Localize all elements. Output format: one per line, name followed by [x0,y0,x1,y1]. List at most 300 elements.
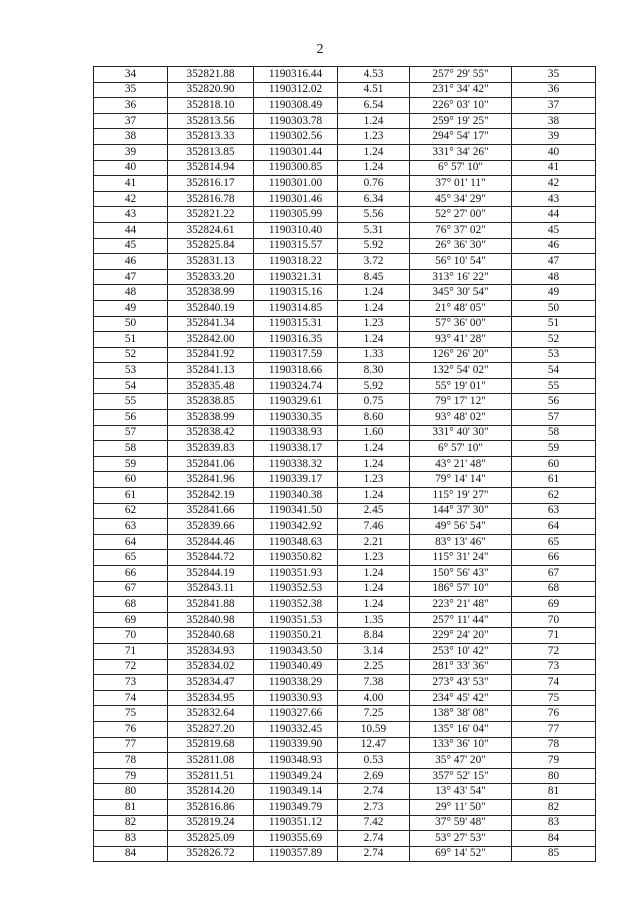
y-coordinate-cell: 1190338.29 [254,675,338,691]
next-point-cell: 48 [512,269,596,285]
next-point-cell: 71 [512,628,596,644]
next-point-cell: 49 [512,285,596,301]
bearing-cell: 13° 43' 54" [410,784,512,800]
x-coordinate-cell: 352840.19 [168,300,254,316]
x-coordinate-cell: 352821.22 [168,207,254,223]
point-number-cell: 69 [94,612,168,628]
bearing-cell: 56° 10' 54" [410,254,512,270]
table-row [94,675,596,691]
table-row [94,316,596,332]
y-coordinate-cell: 1190300.85 [254,160,338,176]
table-row [94,269,596,285]
x-coordinate-cell: 352842.19 [168,488,254,504]
next-point-cell: 78 [512,737,596,753]
bearing-cell: 53° 27' 53" [410,831,512,847]
next-point-cell: 35 [512,67,596,83]
bearing-cell: 6° 57' 10" [410,160,512,176]
distance-cell: 2.74 [338,846,410,862]
y-coordinate-cell: 1190317.59 [254,347,338,363]
coordinates-table-body [94,67,596,862]
distance-cell: 4.51 [338,82,410,98]
y-coordinate-cell: 1190301.46 [254,191,338,207]
bearing-cell: 83° 13' 46" [410,534,512,550]
point-number-cell: 83 [94,831,168,847]
x-coordinate-cell: 352841.92 [168,347,254,363]
y-coordinate-cell: 1190341.50 [254,503,338,519]
x-coordinate-cell: 352821.88 [168,67,254,83]
next-point-cell: 80 [512,768,596,784]
distance-cell: 2.21 [338,534,410,550]
y-coordinate-cell: 1190329.61 [254,394,338,410]
distance-cell: 5.56 [338,207,410,223]
distance-cell: 10.59 [338,721,410,737]
bearing-cell: 6° 57' 10" [410,441,512,457]
table-row [94,456,596,472]
bearing-cell: 259° 19' 25" [410,113,512,129]
next-point-cell: 47 [512,254,596,270]
x-coordinate-cell: 352840.68 [168,628,254,644]
point-number-cell: 53 [94,363,168,379]
next-point-cell: 54 [512,363,596,379]
point-number-cell: 38 [94,129,168,145]
y-coordinate-cell: 1190316.44 [254,67,338,83]
next-point-cell: 40 [512,144,596,160]
x-coordinate-cell: 352835.48 [168,378,254,394]
distance-cell: 0.76 [338,176,410,192]
next-point-cell: 44 [512,207,596,223]
next-point-cell: 81 [512,784,596,800]
table-row [94,550,596,566]
bearing-cell: 186° 57' 10" [410,581,512,597]
table-row [94,363,596,379]
bearing-cell: 345° 30' 54" [410,285,512,301]
bearing-cell: 126° 26' 20" [410,347,512,363]
table-row [94,534,596,550]
next-point-cell: 58 [512,425,596,441]
bearing-cell: 133° 36' 10" [410,737,512,753]
point-number-cell: 43 [94,207,168,223]
y-coordinate-cell: 1190314.85 [254,300,338,316]
table-row [94,113,596,129]
x-coordinate-cell: 352813.85 [168,144,254,160]
point-number-cell: 77 [94,737,168,753]
distance-cell: 2.25 [338,659,410,675]
next-point-cell: 59 [512,441,596,457]
point-number-cell: 65 [94,550,168,566]
y-coordinate-cell: 1190342.92 [254,519,338,535]
table-row [94,472,596,488]
point-number-cell: 84 [94,846,168,862]
table-row [94,690,596,706]
table-row [94,612,596,628]
x-coordinate-cell: 352816.17 [168,176,254,192]
point-number-cell: 36 [94,98,168,114]
next-point-cell: 82 [512,799,596,815]
table-row [94,597,596,613]
distance-cell: 1.24 [338,566,410,582]
bearing-cell: 331° 34' 26" [410,144,512,160]
x-coordinate-cell: 352844.72 [168,550,254,566]
y-coordinate-cell: 1190348.63 [254,534,338,550]
table-row [94,753,596,769]
next-point-cell: 37 [512,98,596,114]
y-coordinate-cell: 1190318.22 [254,254,338,270]
next-point-cell: 53 [512,347,596,363]
bearing-cell: 49° 56' 54" [410,519,512,535]
point-number-cell: 48 [94,285,168,301]
next-point-cell: 64 [512,519,596,535]
y-coordinate-cell: 1190351.53 [254,612,338,628]
x-coordinate-cell: 352834.93 [168,643,254,659]
x-coordinate-cell: 352834.47 [168,675,254,691]
bearing-cell: 132° 54' 02" [410,363,512,379]
x-coordinate-cell: 352838.99 [168,410,254,426]
distance-cell: 5.92 [338,238,410,254]
x-coordinate-cell: 352826.72 [168,846,254,862]
bearing-cell: 115° 19' 27" [410,488,512,504]
distance-cell: 7.42 [338,815,410,831]
y-coordinate-cell: 1190302.56 [254,129,338,145]
distance-cell: 1.23 [338,550,410,566]
bearing-cell: 43° 21' 48" [410,456,512,472]
x-coordinate-cell: 352811.51 [168,768,254,784]
bearing-cell: 273° 43' 53" [410,675,512,691]
bearing-cell: 229° 24' 20" [410,628,512,644]
y-coordinate-cell: 1190349.14 [254,784,338,800]
table-row [94,144,596,160]
x-coordinate-cell: 352841.96 [168,472,254,488]
table-row [94,410,596,426]
table-row [94,285,596,301]
next-point-cell: 72 [512,643,596,659]
point-number-cell: 37 [94,113,168,129]
table-row [94,737,596,753]
distance-cell: 8.84 [338,628,410,644]
distance-cell: 1.24 [338,456,410,472]
distance-cell: 7.46 [338,519,410,535]
point-number-cell: 49 [94,300,168,316]
point-number-cell: 42 [94,191,168,207]
bearing-cell: 357° 52' 15" [410,768,512,784]
point-number-cell: 61 [94,488,168,504]
point-number-cell: 60 [94,472,168,488]
point-number-cell: 52 [94,347,168,363]
bearing-cell: 138° 38' 08" [410,706,512,722]
distance-cell: 1.24 [338,113,410,129]
bearing-cell: 226° 03' 10" [410,98,512,114]
next-point-cell: 67 [512,566,596,582]
bearing-cell: 331° 40' 30" [410,425,512,441]
x-coordinate-cell: 352841.66 [168,503,254,519]
y-coordinate-cell: 1190338.93 [254,425,338,441]
y-coordinate-cell: 1190308.49 [254,98,338,114]
table-row [94,784,596,800]
y-coordinate-cell: 1190324.74 [254,378,338,394]
bearing-cell: 79° 14' 14" [410,472,512,488]
y-coordinate-cell: 1190315.57 [254,238,338,254]
next-point-cell: 55 [512,378,596,394]
x-coordinate-cell: 352838.85 [168,394,254,410]
point-number-cell: 44 [94,222,168,238]
x-coordinate-cell: 352841.34 [168,316,254,332]
bearing-cell: 257° 11' 44" [410,612,512,628]
bearing-cell: 69° 14' 52" [410,846,512,862]
point-number-cell: 76 [94,721,168,737]
bearing-cell: 45° 34' 29" [410,191,512,207]
next-point-cell: 77 [512,721,596,737]
table-row [94,191,596,207]
next-point-cell: 61 [512,472,596,488]
x-coordinate-cell: 352827.20 [168,721,254,737]
next-point-cell: 56 [512,394,596,410]
x-coordinate-cell: 352816.78 [168,191,254,207]
x-coordinate-cell: 352838.42 [168,425,254,441]
point-number-cell: 73 [94,675,168,691]
next-point-cell: 36 [512,82,596,98]
point-number-cell: 68 [94,597,168,613]
x-coordinate-cell: 352844.19 [168,566,254,582]
y-coordinate-cell: 1190305.99 [254,207,338,223]
table-row [94,519,596,535]
distance-cell: 1.23 [338,129,410,145]
point-number-cell: 47 [94,269,168,285]
bearing-cell: 281° 33' 36" [410,659,512,675]
table-row [94,129,596,145]
x-coordinate-cell: 352841.88 [168,597,254,613]
point-number-cell: 75 [94,706,168,722]
x-coordinate-cell: 352825.09 [168,831,254,847]
x-coordinate-cell: 352814.20 [168,784,254,800]
distance-cell: 1.24 [338,285,410,301]
y-coordinate-cell: 1190349.79 [254,799,338,815]
next-point-cell: 73 [512,659,596,675]
bearing-cell: 257° 29' 55" [410,67,512,83]
distance-cell: 2.74 [338,784,410,800]
y-coordinate-cell: 1190315.16 [254,285,338,301]
table-row [94,643,596,659]
point-number-cell: 51 [94,332,168,348]
y-coordinate-cell: 1190352.38 [254,597,338,613]
bearing-cell: 135° 16' 04" [410,721,512,737]
next-point-cell: 70 [512,612,596,628]
distance-cell: 8.30 [338,363,410,379]
x-coordinate-cell: 352831.13 [168,254,254,270]
bearing-cell: 76° 37' 02" [410,222,512,238]
point-number-cell: 79 [94,768,168,784]
point-number-cell: 56 [94,410,168,426]
distance-cell: 1.23 [338,316,410,332]
x-coordinate-cell: 352839.66 [168,519,254,535]
next-point-cell: 62 [512,488,596,504]
distance-cell: 1.33 [338,347,410,363]
next-point-cell: 75 [512,690,596,706]
x-coordinate-cell: 352819.24 [168,815,254,831]
table-row [94,768,596,784]
table-row [94,82,596,98]
y-coordinate-cell: 1190340.49 [254,659,338,675]
table-row [94,332,596,348]
point-number-cell: 55 [94,394,168,410]
y-coordinate-cell: 1190351.12 [254,815,338,831]
table-row [94,488,596,504]
table-row [94,67,596,83]
bearing-cell: 223° 21' 48" [410,597,512,613]
bearing-cell: 37° 59' 48" [410,815,512,831]
distance-cell: 2.73 [338,799,410,815]
distance-cell: 7.25 [338,706,410,722]
y-coordinate-cell: 1190330.93 [254,690,338,706]
point-number-cell: 72 [94,659,168,675]
next-point-cell: 60 [512,456,596,472]
x-coordinate-cell: 352834.02 [168,659,254,675]
y-coordinate-cell: 1190330.35 [254,410,338,426]
distance-cell: 5.92 [338,378,410,394]
x-coordinate-cell: 352840.98 [168,612,254,628]
x-coordinate-cell: 352839.83 [168,441,254,457]
table-row [94,222,596,238]
bearing-cell: 57° 36' 00" [410,316,512,332]
next-point-cell: 66 [512,550,596,566]
next-point-cell: 79 [512,753,596,769]
table-row [94,300,596,316]
bearing-cell: 231° 34' 42" [410,82,512,98]
table-row [94,207,596,223]
distance-cell: 1.60 [338,425,410,441]
next-point-cell: 84 [512,831,596,847]
next-point-cell: 74 [512,675,596,691]
coordinates-table [93,66,596,862]
x-coordinate-cell: 352818.10 [168,98,254,114]
table-row [94,706,596,722]
y-coordinate-cell: 1190339.17 [254,472,338,488]
next-point-cell: 52 [512,332,596,348]
distance-cell: 0.75 [338,394,410,410]
y-coordinate-cell: 1190348.93 [254,753,338,769]
table-row [94,425,596,441]
x-coordinate-cell: 352833.20 [168,269,254,285]
point-number-cell: 46 [94,254,168,270]
point-number-cell: 82 [94,815,168,831]
x-coordinate-cell: 352824.61 [168,222,254,238]
table-row [94,254,596,270]
point-number-cell: 74 [94,690,168,706]
next-point-cell: 46 [512,238,596,254]
point-number-cell: 50 [94,316,168,332]
distance-cell: 6.34 [338,191,410,207]
distance-cell: 3.72 [338,254,410,270]
distance-cell: 1.24 [338,144,410,160]
y-coordinate-cell: 1190355.69 [254,831,338,847]
y-coordinate-cell: 1190350.21 [254,628,338,644]
y-coordinate-cell: 1190316.35 [254,332,338,348]
point-number-cell: 66 [94,566,168,582]
bearing-cell: 35° 47' 20" [410,753,512,769]
bearing-cell: 150° 56' 43" [410,566,512,582]
bearing-cell: 52° 27' 00" [410,207,512,223]
y-coordinate-cell: 1190352.53 [254,581,338,597]
point-number-cell: 71 [94,643,168,659]
x-coordinate-cell: 352816.86 [168,799,254,815]
next-point-cell: 63 [512,503,596,519]
bearing-cell: 21° 48' 05" [410,300,512,316]
next-point-cell: 45 [512,222,596,238]
distance-cell: 2.69 [338,768,410,784]
next-point-cell: 83 [512,815,596,831]
x-coordinate-cell: 352811.08 [168,753,254,769]
x-coordinate-cell: 352844.46 [168,534,254,550]
next-point-cell: 57 [512,410,596,426]
distance-cell: 1.23 [338,472,410,488]
x-coordinate-cell: 352841.13 [168,363,254,379]
x-coordinate-cell: 352832.64 [168,706,254,722]
table-row [94,441,596,457]
x-coordinate-cell: 352841.06 [168,456,254,472]
bearing-cell: 253° 10' 42" [410,643,512,659]
y-coordinate-cell: 1190310.40 [254,222,338,238]
bearing-cell: 55° 19' 01" [410,378,512,394]
y-coordinate-cell: 1190343.50 [254,643,338,659]
point-number-cell: 40 [94,160,168,176]
point-number-cell: 63 [94,519,168,535]
distance-cell: 2.45 [338,503,410,519]
table-row [94,378,596,394]
y-coordinate-cell: 1190351.93 [254,566,338,582]
next-point-cell: 43 [512,191,596,207]
point-number-cell: 80 [94,784,168,800]
distance-cell: 4.53 [338,67,410,83]
distance-cell: 1.24 [338,441,410,457]
table-row [94,831,596,847]
table-row [94,721,596,737]
distance-cell: 8.60 [338,410,410,426]
table-row [94,503,596,519]
next-point-cell: 50 [512,300,596,316]
point-number-cell: 41 [94,176,168,192]
table-row [94,176,596,192]
bearing-cell: 115° 31' 24" [410,550,512,566]
distance-cell: 3.14 [338,643,410,659]
x-coordinate-cell: 352843.11 [168,581,254,597]
x-coordinate-cell: 352842.00 [168,332,254,348]
point-number-cell: 58 [94,441,168,457]
y-coordinate-cell: 1190301.44 [254,144,338,160]
distance-cell: 0.53 [338,753,410,769]
x-coordinate-cell: 352838.99 [168,285,254,301]
distance-cell: 1.24 [338,160,410,176]
y-coordinate-cell: 1190318.66 [254,363,338,379]
distance-cell: 4.00 [338,690,410,706]
x-coordinate-cell: 352813.33 [168,129,254,145]
bearing-cell: 93° 41' 28" [410,332,512,348]
point-number-cell: 64 [94,534,168,550]
distance-cell: 2.74 [338,831,410,847]
point-number-cell: 62 [94,503,168,519]
point-number-cell: 54 [94,378,168,394]
table-row [94,799,596,815]
x-coordinate-cell: 352813.56 [168,113,254,129]
table-row [94,238,596,254]
y-coordinate-cell: 1190357.89 [254,846,338,862]
next-point-cell: 76 [512,706,596,722]
bearing-cell: 144° 37' 30" [410,503,512,519]
table-row [94,347,596,363]
point-number-cell: 34 [94,67,168,83]
y-coordinate-cell: 1190350.82 [254,550,338,566]
page-number: 2 [316,42,324,57]
distance-cell: 1.24 [338,581,410,597]
y-coordinate-cell: 1190301.00 [254,176,338,192]
distance-cell: 5.31 [338,222,410,238]
